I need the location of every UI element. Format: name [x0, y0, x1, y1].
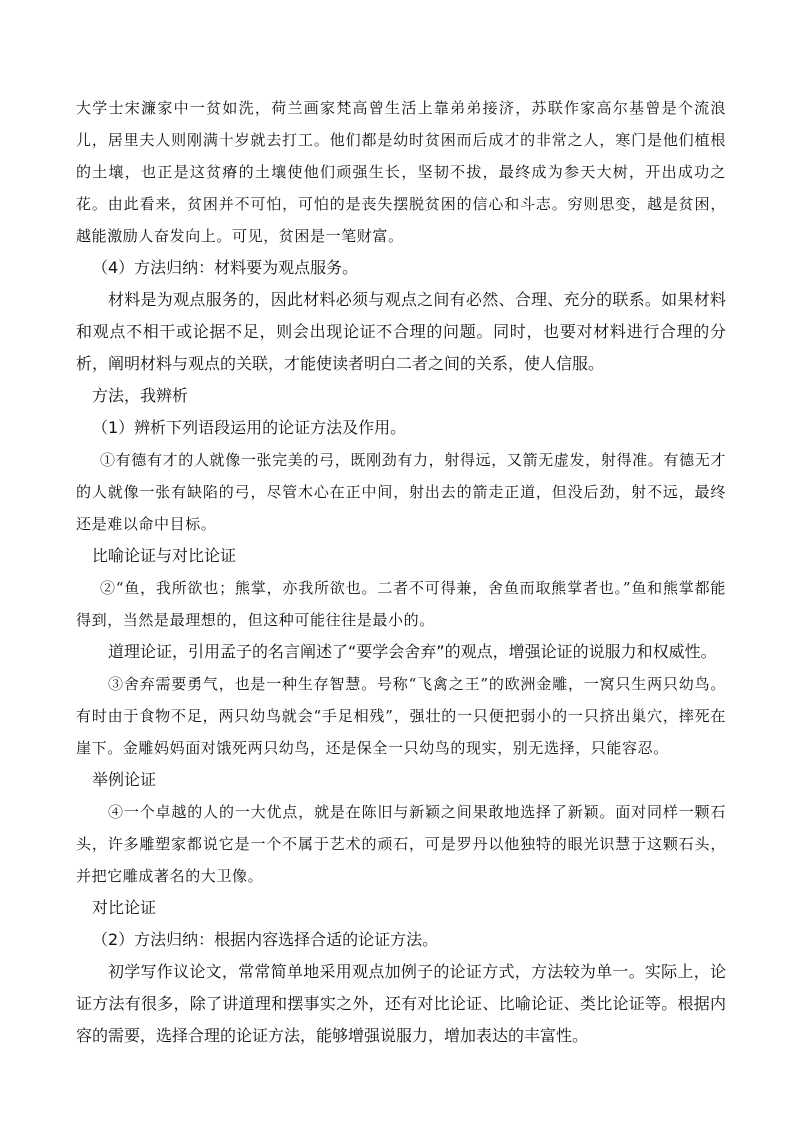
answer-4: 对比论证 [92, 898, 157, 917]
section-heading-analysis: 方法，我辨析 [92, 386, 189, 405]
answer-3: 举例论证 [92, 770, 157, 789]
passage-1: ①有德有才的人就像一张完美的弓，既刚劲有力，射得远，又箭无虚发，射得准。有德无才的人就像一张有缺陷的弓，尽管木心在正中间，射出去的箭走正道，但没后劲，射不远，最终还是难以命中目标。 [76, 451, 726, 533]
passage-4: ④一个卓越的人的一大优点，就是在陈旧与新颖之间果敢地选择了新颖。面对同样一颗石头，许多雕塑家都说它是一个不属于艺术的顽石，可是罗丹以他独特的眼光识慧于这颗石头，并把它雕成著名的大卫像。 [76, 803, 726, 885]
question-1: （1）辨析下列语段运用的论证方法及作用。 [92, 418, 407, 437]
paragraph-poverty-example: 大学士宋濂家中一贫如洗，荷兰画家梵高曾生活上靠弟弟接济，苏联作家高尔基曾是个流浪儿，居里夫人则刚满十岁就去打工。他们都是幼时贫困而后成才的非常之人，寒门是他们植根的土壤，也正是这贫瘠的土壤使他们顽强生长，坚韧不拔，最终成为参天大树，开出成功之花。由此看来，贫困并不可怕，可怕的是丧失摆脱贫困的信心和斗志。穷则思变，越是贫困，越能激励人奋发向上。可见，贫困是一笔财富。 [76, 99, 726, 245]
answer-2: 道理论证，引用孟子的名言阐述了“要学会舍弃”的观点，增强论证的说服力和权威性。 [108, 642, 717, 661]
paragraph-material-serves-viewpoint: 材料是为观点服务的，因此材料必须与观点之间有必然、合理、充分的联系。如果材料和观点不相干或论据不足，则会出现论证不合理的问题。同时，也要对材料进行合理的分析，阐明材料与观点的关联，才能使读者明白二者之间的关系，使人信服。 [76, 290, 726, 373]
document-body [76, 92, 726, 1052]
passage-3: ③舍弃需要勇气，也是一种生存智慧。号称“飞禽之王”的欧洲金雕，一窝只生两只幼鸟。有时由于食物不足，两只幼鸟就会“手足相残”，强壮的一只便把弱小的一只挤出巢穴，摔死在崖下。金雕妈妈面对饿死两只幼鸟，还是保全一只幼鸟的现实，别无选择，只能容忍。 [76, 675, 726, 757]
paragraph-argument-methods: 初学写作议论文，常常简单地采用观点加例子的论证方式，方法较为单一。实际上，论证方法有很多，除了讲道理和摆事实之外，还有对比论证、比喻论证、类比论证等。根据内容的需要，选择合理的论证方法，能够增强说服力，增加表达的丰富性。 [76, 962, 726, 1045]
answer-1: 比喻论证与对比论证 [92, 546, 237, 565]
method-summary-4: （4）方法归纳：材料要为观点服务。 [92, 258, 359, 277]
passage-2: ②“鱼，我所欲也；熊掌，亦我所欲也。二者不可得兼，舍鱼而取熊掌者也。”鱼和熊掌都能得到，当然是最理想的，但这种可能往往是最小的。 [76, 579, 726, 629]
method-summary-2: （2）方法归纳：根据内容选择合适的论证方法。 [92, 930, 439, 949]
